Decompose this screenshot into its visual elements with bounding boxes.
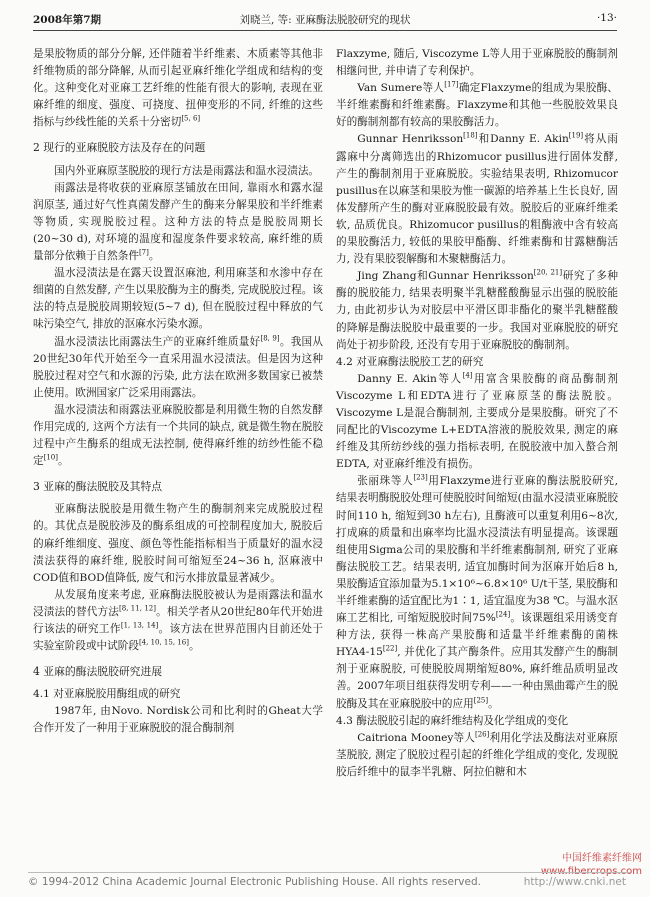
citation: [19] — [568, 131, 584, 140]
text: 是果胶物质的部分分解, 还伴随着半纤维素、木质素等其他非纤维物质的部分降解, 从而引起亚麻纤维化学组成和结构的变化。这种变化对亚麻工艺纤维的性能有很大的影响, 表现在亚麻纤维的细度、强度、可挠度、扭伸变形的不同, 纤维的这些指标与纱线性能的关系十分密切 — [33, 48, 323, 129]
text: 从发展角度来考虑, 亚麻酶法脱胶被认为是雨露法和温水浸渍法的替代方法 — [33, 588, 323, 618]
text: 。我国从20世纪30年代开始至今一直采用温水浸渍法。但是因为这种脱胶过程对空气和水源的污染, 此方法在欧洲多数国家已被禁止使用。欧洲国家广泛采用雨露法。 — [33, 335, 324, 399]
citation: [17] — [444, 80, 459, 89]
paragraph — [33, 46, 323, 131]
text: 用富含果胶酶的商品酶制剂Viscozyme L和EDTA进行了亚麻原茎的酶法脱胶。Viscozyme L是混合酶制剂, 主要成分是果胶酶。研究了不同配比的Viscozyme L+EDTA溶液的脱胶效果, 测定的麻纤维及其所纺纱线的强力指标表明, 在脱胶液中加入螯合剂EDTA, 对亚麻纤维没有损伤。 — [336, 372, 619, 471]
paragraph — [336, 268, 618, 353]
section-heading: 4 亚麻的酶法脱胶研究进展 — [33, 665, 163, 679]
paragraph — [336, 371, 618, 474]
text: Van Sumere等人 — [357, 82, 445, 95]
citation: [10] — [43, 453, 58, 462]
citation: [5, 6] — [181, 114, 201, 123]
watermark-line: 中国纤维素纤维网 — [562, 853, 642, 864]
page-number: ·13· — [596, 12, 617, 24]
paragraph — [336, 80, 618, 131]
text: 。该方法在世界范围内目前还处于实验室阶段或中试阶段 — [33, 623, 324, 653]
paragraph: 从发展角度来考虑, 亚麻酶法脱胶被认为是雨露法和温水浸渍法的替代方法[8, 11, 12]。相关学者从20世纪80年代开始进行该法的研究工作[1, 13, 14]。该方法在世界范围内目前还处于实验室阶段或中试阶段[4, 10, 15, 16]。 — [33, 588, 324, 653]
citation: [8, 9] — [260, 333, 280, 342]
citation: [8, 11, 12] — [119, 604, 156, 613]
paragraph: 1987年, 由Novo. Nordisk公司和比利时的Gheat大学合作开发了一种用于亚麻脱胶的混合酶制剂 — [33, 705, 323, 735]
left-column — [33, 46, 323, 738]
paragraph: 温水浸渍法是在露天设置沤麻池, 利用麻茎和水渗中存在细菌的自然发酵, 产生以果胶酶为主的酶类, 完成脱胶过程。该法的特点是脱胶周期较短(5~7 d), 但在脱胶过程中释放的气味污染空气, 排放的沤麻水污染水源。 — [33, 267, 323, 331]
text: 将从雨露麻中分离筛选出的Rhizomucor pusillus进行固体发酵, 产生的酶制剂用于亚麻脱胶。实验结果表明, Rhizomucor pusillus在以麻茎和果胶为惟一碳源的培养基上生长良好, 固体发酵所产生的酶对亚麻脱胶最有效。脱胶后的亚麻纤维柔软, 品质优良。Rhizomucor pusillus的粗酶液中含有较高的果胶酶活力, 较低的果胶甲酯酶、纤维素酶和甘露糖酶活力, 没有果胶裂解酶和木聚糖酶活力。 — [336, 133, 618, 266]
text: , 并优化了其产酶条件。应用其发酵产生的酶制剂于亚麻脱胶, 可使脱胶周期缩短80%, 麻纤维品质明显改善。2007年项目组获得发明专利——一种由黑曲霉产生的脱胶酶及其在亚麻脱胶中的应用 — [336, 646, 618, 710]
citation: [20, 21] — [533, 268, 563, 277]
text: 。相关学者从20世纪80年代开始进行该法的研究工作 — [33, 605, 323, 635]
paragraph: Flaxzyme, 随后, Viscozyme L等人用于亚麻脱胶的酶制剂相继问世, 并申请了专利保护。 — [336, 48, 618, 78]
citation: [1, 13, 14] — [120, 621, 159, 630]
right-column — [336, 46, 618, 781]
text: 张丽珠等人 — [357, 475, 414, 488]
citation: [24] — [495, 610, 511, 619]
paragraph — [33, 334, 323, 402]
paragraph: 张丽珠等人[23]用Flaxzyme进行亚麻的酶法脱胶研究, 结果表明酶脱胶处理可使脱胶时间缩短(由温水浸渍亚麻脱胶时间110 h, 缩短到30 h左右), 且酶液可以重复利用6~8次, 打成麻的质量和出麻率均比温水浸渍法有明显提高。该课题组使用Sigma公司的果胶酶和半纤维素酶制剂, 研究了亚麻酶法脱胶工艺。结果表明, 适宜加酶时间为沤麻开始后8 h, 果胶酶适宜添加量为5.1×10⁶~6.8×10⁶ U/t干茎, 果胶酶和半纤维素酶的适宜配比为1∶1, 适宜温度为38 ℃。与温水沤麻工艺相比, 可缩短脱胶时间75%[24]。该课题组采用诱变育种方法, 获得一株高产果胶酶和适量半纤维素酶的菌株HYA4-15[22], 并优化了其产酶条件。应用其发酵产生的酶制剂于亚麻脱胶, 可使脱胶周期缩短80%, 麻纤维品质明显改善。2007年项目组获得发明专利——一种由黑曲霉产生的脱胶酶及其在亚麻脱胶中的应用[25]。 — [336, 473, 619, 710]
footer-url[interactable]: http://www.cnki.net — [523, 876, 626, 888]
text: Danny E. Akin等人 — [357, 372, 463, 385]
text: 和Danny E. Akin — [477, 133, 569, 146]
text: 确定Flaxzyme的组成为果胶酶、半纤维素酶和纤维素酶。Flaxzyme和其他一些脱胶效果良好的酶制剂都有较高的果胶酶活力。 — [336, 82, 618, 129]
paragraph: 国内外亚麻原茎脱胶的现行方法是雨露法和温水浸渍法。 — [54, 164, 320, 177]
citation: [4, 10, 15, 16] — [138, 638, 189, 647]
section-heading: 3 亚麻的酶法脱胶及其特点 — [33, 480, 163, 494]
text: 。该课题组采用诱变育种方法, 获得一株高产果胶酶和适量半纤维素酶的菌株HYA4-15 — [336, 612, 619, 659]
copyright-footer — [28, 872, 630, 888]
text: Gunnar Henriksson — [357, 133, 464, 146]
text: Jing Zhang和Gunnar Henriksson — [357, 270, 534, 283]
running-header — [33, 8, 617, 31]
text: 利用化学法及酶法对亚麻原茎脱胶, 测定了脱胶过程引起的纤维化学组成的变化, 发现脱胶后纤维中的鼠李半乳糖、阿拉伯糖和木 — [336, 731, 618, 778]
paragraph — [336, 730, 618, 781]
text: 温水浸渍法和雨露法亚麻脱胶都是利用微生物的自然发酵作用完成的, 这两个方法有一个共同的缺点, 就是微生物在脱胶过程中产生酶系的组成无法控制, 使得麻纤维的纺纱性能不稳定 — [33, 403, 323, 468]
paragraph: 温水浸渍法和雨露法亚麻脱胶都是利用微生物的自然发酵作用完成的, 这两个方法有一个共同的缺点, 就是微生物在脱胶过程中产生酶系的组成无法控制, 使得麻纤维的纺纱性能不稳定[10]。 — [33, 403, 323, 468]
watermark-line: www.fibercrops.com — [540, 866, 642, 877]
article-running-title: 刘晓兰, 等: 亚麻酶法脱胶研究的现状 — [239, 14, 411, 26]
paragraph — [336, 131, 618, 268]
subsection-heading: 4.1 对亚麻脱胶用酶组成的研究 — [33, 688, 181, 701]
text: 雨露法是将收获的亚麻原茎铺放在田间, 靠雨水和露水湿润原茎, 通过好气性真菌发酵产生的酶来分解果胶和半纤维素等物质, 实现脱胶过程。这种方法的特点是脱胶周期长(20~30 d), 对环境的温度和湿度条件要求较高, 麻纤维的质量部分依赖于自然条件 — [33, 181, 323, 263]
issue-label: 2008年第7期 — [33, 14, 102, 26]
citation: [26] — [474, 730, 490, 739]
citation: [23] — [413, 473, 428, 482]
citation: [7] — [138, 248, 149, 257]
paragraph: 雨露法是将收获的亚麻原茎铺放在田间, 靠雨水和露水湿润原茎, 通过好气性真菌发酵产生的酶来分解果胶和半纤维素等物质, 实现脱胶过程。这种方法的特点是脱胶周期长(20~30 d), 对环境的温度和湿度条件要求较高, 麻纤维的质量部分依赖于自然条件[7]。 — [33, 181, 323, 263]
text: 研究了多种酶的脱胶能力, 结果表明聚半乳糖醛酸酶显示出强的脱胶能力, 由此初步认为对胶层中平滑区即非酯化的聚半乳糖醛酸的降解是酶法脱胶中最重要的一步。我国对亚麻脱胶的研究尚处于初步阶段, 还没有专用于亚麻脱胶的酶制剂。 — [336, 270, 618, 351]
text: 用Flaxzyme进行亚麻的酶法脱胶研究, 结果表明酶脱胶处理可使脱胶时间缩短(由温水浸渍亚麻脱胶时间110 h, 缩短到30 h左右), 且酶液可以重复利用6~8次, 打成麻的质量和出麻率均比温水浸渍法有明显提高。该课题组使用Sigma公司的果胶酶和半纤维素酶制剂, 研究了亚麻酶法脱胶工艺。结果表明, 适宜加酶时间为沤麻开始后8 h, 果胶酶适宜添加量为5.1×10⁶~6.8×10⁶ U/t干茎, 果胶酶和半纤维素酶的适宜配比为1∶1, 适宜温度为38 ℃。与温水沤麻工艺相比, 可缩短脱胶时间75% — [336, 475, 619, 625]
citation: [18] — [463, 131, 478, 140]
citation: [25] — [473, 696, 489, 705]
text: Caitriona Mooney等人 — [357, 731, 475, 744]
citation: [4] — [462, 371, 473, 380]
paragraph: 亚麻酶法脱胶是用微生物产生的酶制剂来完成脱胶过程的。其优点是脱胶涉及的酶系组成的可控制程度加大, 脱胶后的麻纤维细度、强度、颜色等性能指标相当于质量好的温水浸渍法获得的麻纤维, 脱胶时间可缩短至24~36 h, 沤麻液中COD值和BOD值降低, 废气和污水排放量显著减少。 — [33, 503, 323, 584]
text: 温水浸渍法比雨露法生产的亚麻纤维质量好 — [54, 335, 261, 348]
section-heading: 2 现行的亚麻脱胶方法及存在的问题 — [33, 141, 206, 155]
copyright-text: © 1994-2012 China Academic Journal Electronic Publishing House. All rights reserved. — [28, 876, 481, 888]
subsection-heading: 4.2 对亚麻酶法脱胶工艺的研究 — [336, 355, 484, 368]
citation: [22] — [382, 644, 398, 653]
subsection-heading: 4.3 酶法脱胶引起的麻纤维结构及化学组成的变化 — [336, 714, 569, 727]
